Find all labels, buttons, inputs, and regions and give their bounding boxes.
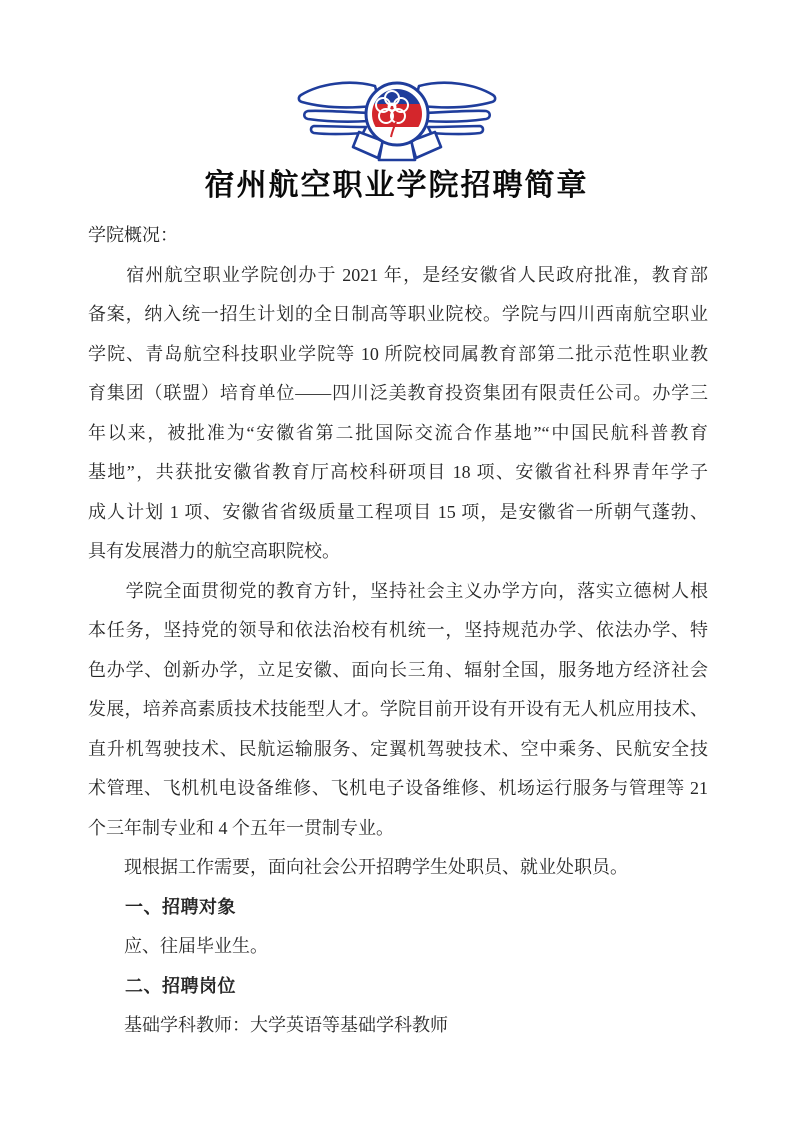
text-line: 发展，培养高素质技术技能型人才。学院目前开设有开设有无人机应用技术、 xyxy=(88,699,708,719)
section-heading xyxy=(88,888,708,928)
document-body xyxy=(88,216,708,1046)
text-line: 学院、青岛航空科技职业学院等 10 所院校同属教育部第二批示范性职业教 xyxy=(88,343,708,364)
paragraph xyxy=(88,256,708,572)
text-line: 现根据工作需要，面向社会公开招聘学生处职员、就业处职员。 xyxy=(88,857,628,877)
text-line: 学院概况： xyxy=(88,225,178,245)
text-line: 一、招聘对象 xyxy=(88,896,236,917)
text-line: 宿州航空职业学院创办于 2021 年，是经安徽省人民政府批准，教育部 xyxy=(88,264,708,285)
text-line: 色办学、创新办学，立足安徽、面向长三角、辐射全国，服务地方经济社会 xyxy=(88,659,708,680)
section-heading xyxy=(88,967,708,1007)
paragraph xyxy=(88,1006,708,1046)
text-line: 术管理、飞机机电设备维修、飞机电子设备维修、机场运行服务与管理等 21 xyxy=(88,778,708,798)
paragraph xyxy=(88,572,708,849)
text-line: 基础学科教师：大学英语等基础学科教师 xyxy=(88,1015,448,1035)
text-line: 学院全面贯彻党的教育方针，坚持社会主义办学方向，落实立德树人根 xyxy=(88,580,708,601)
text-line: 年以来，被批准为“安徽省第二批国际交流合作基地”“中国民航科普教育 xyxy=(88,422,708,443)
text-line: 本任务，坚持党的领导和依法治校有机统一，坚持规范办学、依法办学、特 xyxy=(88,620,708,640)
text-line: 成人计划 1 项、安徽省省级质量工程项目 15 项，是安徽省一所朝气蓬勃、 xyxy=(88,501,708,522)
text-line: 个三年制专业和 4 个五年一贯制专业。 xyxy=(88,817,394,838)
text-line: 直升机驾驶技术、民航运输服务、定翼机驾驶技术、空中乘务、民航安全技 xyxy=(88,738,708,759)
page-title: 宿州航空职业学院招聘简章 xyxy=(204,169,589,202)
text-line: 二、招聘岗位 xyxy=(88,975,236,996)
text-line: 备案，纳入统一招生计划的全日制高等职业院校。学院与四川西南航空职业 xyxy=(88,304,708,324)
college-emblem-icon xyxy=(295,76,499,164)
text-line: 育集团（联盟）培育单位——四川泛美教育投资集团有限责任公司。办学三 xyxy=(88,383,708,403)
text-line: 具有发展潜力的航空高职院校。 xyxy=(88,541,340,561)
paragraph xyxy=(88,216,708,256)
paragraph xyxy=(88,927,708,967)
paragraph xyxy=(88,848,708,888)
logo-container xyxy=(0,0,793,164)
text-line: 基地”，共获批安徽省教育厅高校科研项目 18 项、安徽省社科界青年学子 xyxy=(88,462,708,482)
text-line: 应、往届毕业生。 xyxy=(88,936,268,956)
